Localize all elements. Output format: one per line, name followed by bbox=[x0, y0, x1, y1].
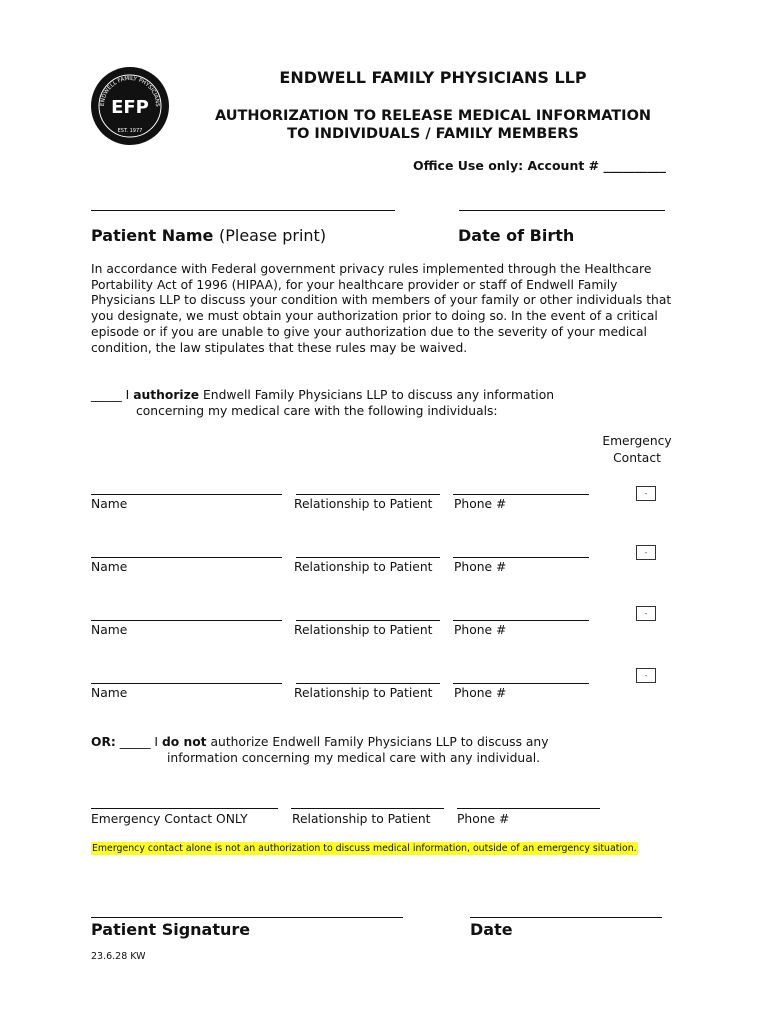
dob-line[interactable] bbox=[459, 210, 665, 211]
contact-3-phone-label: Phone # bbox=[454, 623, 507, 637]
emergency-header-line1: Emergency bbox=[602, 434, 672, 448]
contact-2-emergency-checkbox[interactable]: - bbox=[636, 545, 656, 560]
dob-label: Date of Birth bbox=[458, 226, 575, 245]
contact-1-name-label: Name bbox=[91, 497, 128, 511]
practice-logo bbox=[90, 66, 170, 146]
emergency-header-line2: Contact bbox=[613, 451, 661, 465]
logo-est: EST. 1977 bbox=[117, 128, 143, 134]
contact-3-emergency-checkbox[interactable]: - bbox=[636, 606, 656, 621]
do-not-authorize-statement bbox=[91, 734, 549, 766]
emergency-notice: Emergency contact alone is not an authorization to discuss medical information, outside of an emergency situation. bbox=[92, 843, 637, 854]
contact-4-relationship-line[interactable] bbox=[296, 683, 440, 684]
emergency-only-phone-line[interactable] bbox=[457, 808, 600, 809]
contact-3-name-label: Name bbox=[91, 623, 128, 637]
do-not-line2: information concerning my medical care with any individual. bbox=[167, 751, 541, 765]
contact-2-phone-label: Phone # bbox=[454, 560, 507, 574]
patient-name-text: Patient Name bbox=[91, 226, 214, 245]
contact-3-phone-line[interactable] bbox=[453, 620, 589, 621]
contact-1-name-line[interactable] bbox=[91, 494, 282, 495]
or-label: OR: bbox=[91, 735, 116, 749]
patient-name-line[interactable] bbox=[91, 210, 395, 211]
contact-2-relationship-line[interactable] bbox=[296, 557, 440, 558]
contact-1-relationship-line[interactable] bbox=[296, 494, 440, 495]
authorize-rest: Endwell Family Physicians LLP to discuss any information bbox=[199, 388, 555, 402]
contact-2-relationship-label: Relationship to Patient bbox=[294, 560, 433, 574]
emergency-contact-header bbox=[590, 433, 684, 467]
emergency-only-contact-label: Emergency Contact ONLY bbox=[91, 812, 248, 826]
contact-3-name-line[interactable] bbox=[91, 620, 282, 621]
do-not-blank[interactable]: _____ I bbox=[115, 735, 162, 749]
do-not-rest: authorize Endwell Family Physicians LLP to discuss any bbox=[206, 735, 549, 749]
do-not-bold: do not bbox=[161, 735, 207, 749]
contact-1-emergency-checkbox[interactable]: - bbox=[636, 486, 656, 501]
authorize-bold: authorize bbox=[133, 388, 200, 402]
patient-name-label bbox=[91, 226, 326, 245]
patient-name-hint: (Please print) bbox=[218, 226, 327, 245]
form-version: 23.6.28 KW bbox=[91, 951, 146, 962]
office-use-account: Office Use only: Account # __________ bbox=[412, 158, 666, 173]
form-title bbox=[200, 107, 666, 143]
emergency-only-contact-line[interactable] bbox=[91, 808, 278, 809]
contact-4-name-label: Name bbox=[91, 686, 128, 700]
contact-1-relationship-label: Relationship to Patient bbox=[294, 497, 433, 511]
contact-4-name-line[interactable] bbox=[91, 683, 282, 684]
authorize-statement bbox=[91, 387, 554, 419]
emergency-only-phone-label: Phone # bbox=[457, 812, 510, 826]
form-title-line1: AUTHORIZATION TO RELEASE MEDICAL INFORMATION bbox=[214, 108, 652, 124]
contact-4-phone-label: Phone # bbox=[454, 686, 507, 700]
contact-2-phone-line[interactable] bbox=[453, 557, 589, 558]
date-label: Date bbox=[470, 920, 513, 939]
date-line[interactable] bbox=[470, 917, 662, 918]
contact-2-name-line[interactable] bbox=[91, 557, 282, 558]
contact-1-phone-line[interactable] bbox=[453, 494, 589, 495]
logo-ring-text: ENDWELL FAMILY PHYSICIANS bbox=[99, 75, 161, 107]
contact-4-phone-line[interactable] bbox=[453, 683, 589, 684]
contact-4-relationship-label: Relationship to Patient bbox=[294, 686, 433, 700]
authorize-blank[interactable]: _____ I bbox=[91, 388, 134, 402]
form-title-line2: TO INDIVIDUALS / FAMILY MEMBERS bbox=[287, 126, 579, 142]
contact-3-relationship-line[interactable] bbox=[296, 620, 440, 621]
contact-4-emergency-checkbox[interactable]: - bbox=[636, 668, 656, 683]
org-name: ENDWELL FAMILY PHYSICIANS LLP bbox=[279, 68, 587, 87]
contact-3-relationship-label: Relationship to Patient bbox=[294, 623, 433, 637]
logo-initials: EFP bbox=[111, 97, 149, 118]
emergency-only-relationship-label: Relationship to Patient bbox=[292, 812, 431, 826]
contact-1-phone-label: Phone # bbox=[454, 497, 507, 511]
contact-2-name-label: Name bbox=[91, 560, 128, 574]
signature-line[interactable] bbox=[91, 917, 403, 918]
emergency-only-relationship-line[interactable] bbox=[291, 808, 444, 809]
authorize-line2: concerning my medical care with the following individuals: bbox=[136, 404, 498, 418]
privacy-paragraph: In accordance with Federal government privacy rules implemented through the Healthcare Portability Act of 1996 (HIPAA), for your healthcare provider or staff of Endwell Family Physicians LLP to discuss your condition with members of your family or other individuals that you designate, we must obtain your authorization prior to doing so. In the event of a critical episode or if you are unable to give your authorization due to the severity of your medical condition, the law stipulates that these rules may be waived. bbox=[91, 262, 672, 355]
signature-label: Patient Signature bbox=[91, 920, 251, 939]
